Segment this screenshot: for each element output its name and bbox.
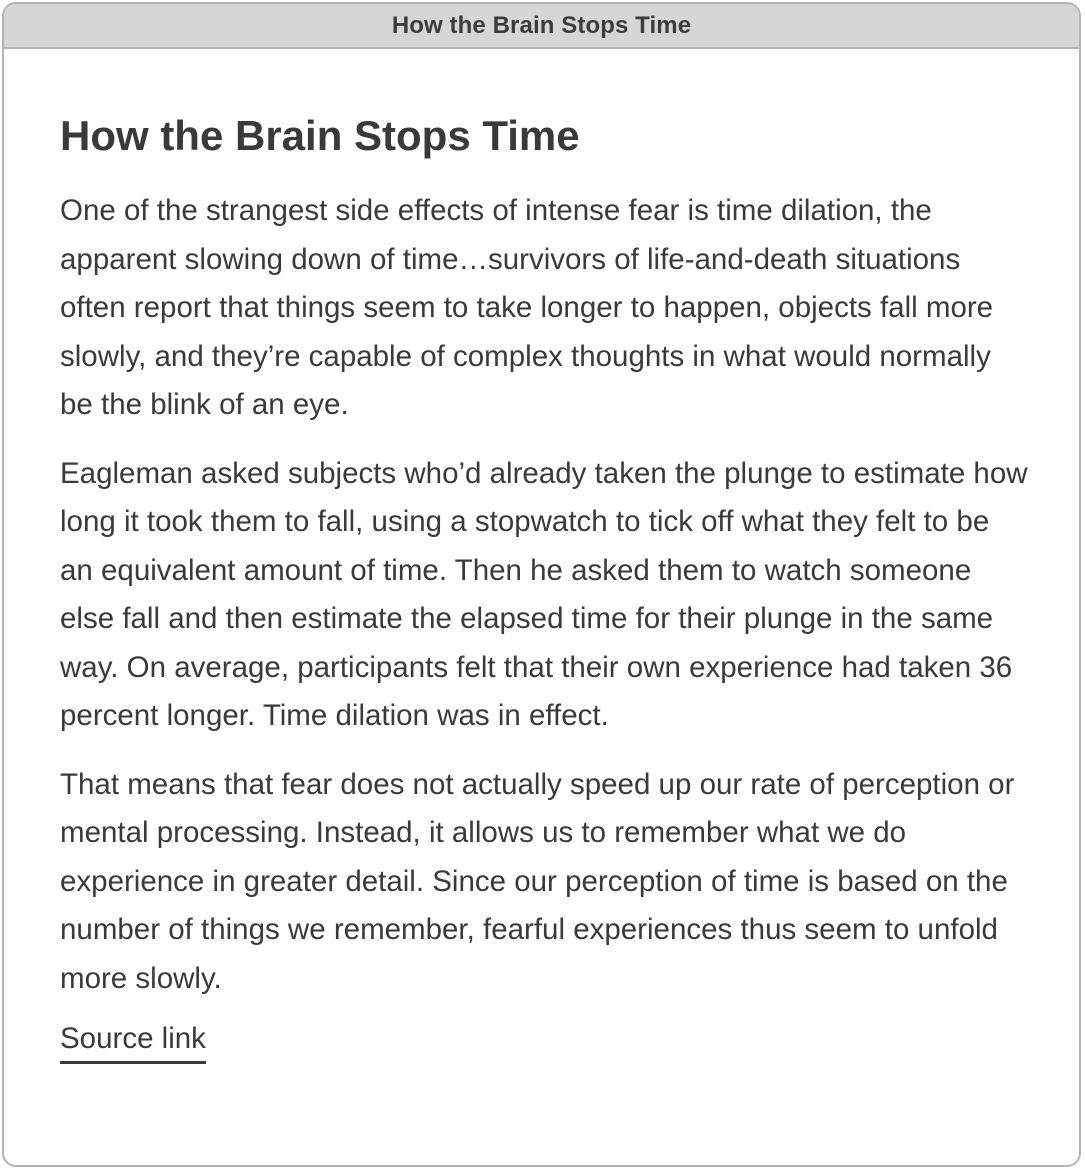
window-title: How the Brain Stops Time xyxy=(391,11,692,39)
browser-window xyxy=(2,2,1081,1167)
window-titlebar[interactable] xyxy=(4,4,1079,49)
article-heading: How the Brain Stops Time xyxy=(60,112,580,159)
source-link[interactable]: Source link xyxy=(60,1019,206,1064)
article-content xyxy=(4,111,1079,1064)
article-paragraph-2: Eagleman asked subjects who’d already taken the plunge to estimate how long it took them to fall, using a stopwatch to tick off what they felt to be an equivalent amount of time. Then he asked them to watch someone else fall and then estimate the elapsed time for their plunge in the same way. On average, participants felt that their own experience had taken 36 percent longer. Time dilation was in effect. xyxy=(60,456,1028,732)
article-paragraph-1: One of the strangest side effects of intense fear is time dilation, the apparent slowing down of time…survivors of life-and-death situations often report that things seem to take longer to happen, objects fall more slowly, and they’re capable of complex thoughts in what would normally be the blink of an eye. xyxy=(60,194,994,421)
article-paragraph-3: That means that fear does not actually speed up our rate of perception or mental processing. Instead, it allows us to remember what we do experience in greater detail. Since our perception of time is based on the number of things we remember, fearful experiences thus seem to unfold more slowly. xyxy=(60,767,1015,995)
